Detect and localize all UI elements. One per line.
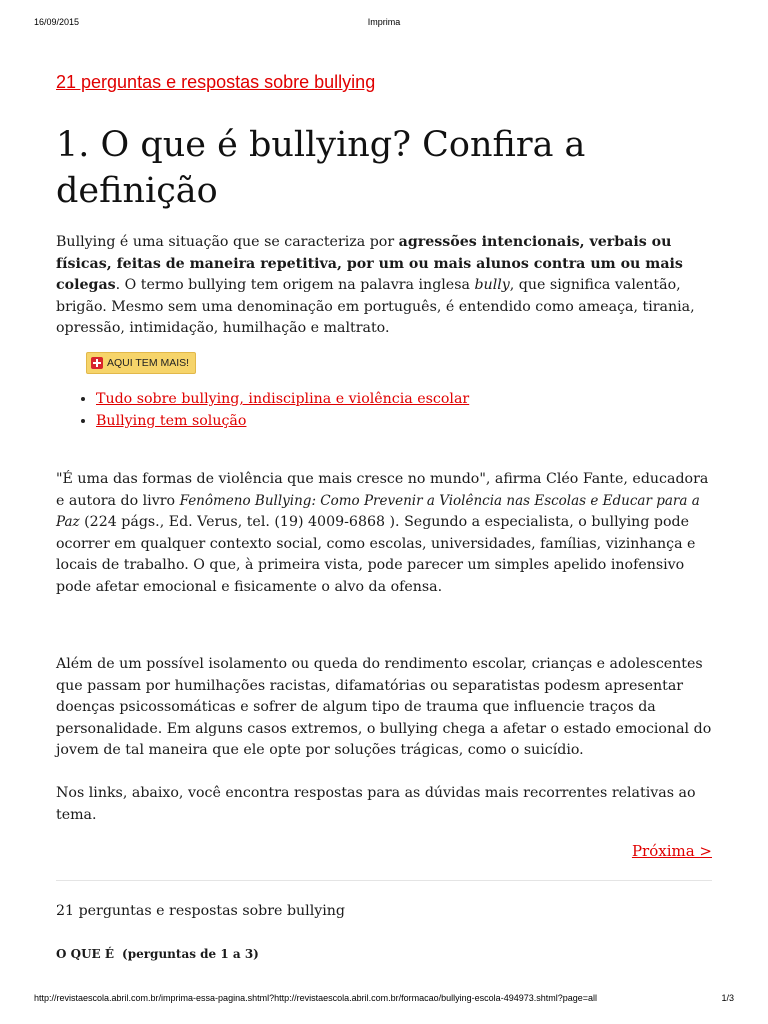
section-sublabel: (perguntas de 1 a 3) xyxy=(122,947,259,961)
intro-bold-text: agressões intencionais, verbais ou físicas, feitas de maneira repetitiva, por um ou mais alunos contra um ou mais colegas xyxy=(56,234,683,293)
page-number: 1/3 xyxy=(721,993,734,1003)
page-title: 1. O que é bullying? Confira a definição xyxy=(56,125,586,211)
print-url: http://revistaescola.abril.com.br/imprima-essa-pagina.shtml?http://revistaescola.abril.com.br/formacao/bullying-escola-494973.shtml?page=all xyxy=(34,993,598,1003)
section-heading xyxy=(56,947,259,961)
quote-text-a: "É uma das formas de violência que mais cresce no mundo", afirma Cléo Fante, educadora e autora do livro xyxy=(56,471,709,509)
series-title: 21 perguntas e respostas sobre bullying xyxy=(56,903,346,919)
intro-italic-word: bully xyxy=(474,277,510,293)
related-links-list xyxy=(56,388,469,432)
section-label: O QUE É xyxy=(56,947,115,961)
intro-paragraph xyxy=(56,232,716,340)
divider xyxy=(56,880,712,881)
list-item xyxy=(96,410,469,432)
list-item xyxy=(96,388,469,410)
related-link-1[interactable]: Tudo sobre bullying, indisciplina e violência escolar xyxy=(96,391,470,407)
print-footer xyxy=(0,993,768,1007)
more-button[interactable] xyxy=(86,352,196,374)
links-intro-paragraph: Nos links, abaixo, você encontra respostas para as dúvidas mais recorrentes relativas ao tema. xyxy=(56,785,696,823)
print-date: 16/09/2015 xyxy=(34,17,80,27)
effects-paragraph: Além de um possível isolamento ou queda do rendimento escolar, crianças e adolescentes que passam por humilhações racistas, difamatórias ou separatistas podesm apresentar doenças psicossomáticas e sofrer de algum tipo de trauma que influencie traços da personalidade. Em alguns casos extremos, o bullying chega a afetar o estado emocional do jovem de tal maneira que ele opte por soluções trágicas, como o suicídio. xyxy=(56,656,712,758)
quote-text-c: (224 págs., Ed. Verus, tel. (19) 4009-6868 ). Segundo a especialista, o bullying pode ocorrer em qualquer contexto social, como escolas, universidades, famílias, vizinhança e locais de trabalho. O que, à primeira vista, pode parecer um simples apelido inofensivo pode afetar emocional e fisicamente o alvo da ofensa. xyxy=(56,514,696,595)
intro-text-c: . O termo bullying tem origem na palavra inglesa xyxy=(115,277,475,293)
print-header xyxy=(0,17,768,31)
intro-text-a: Bullying é uma situação que se caracteriza por xyxy=(56,234,399,250)
series-title-link[interactable]: 21 perguntas e respostas sobre bullying xyxy=(56,72,376,92)
more-button-label: AQUI TEM MAIS! xyxy=(107,357,190,369)
intro-text-e: , que significa valentão, brigão. Mesmo sem uma denominação em português, é entendido como ameaça, tirania, opressão, intimidação, humilhação e maltrato. xyxy=(56,277,695,336)
next-page-link[interactable]: Próxima > xyxy=(631,842,712,860)
print-title: Imprima xyxy=(367,17,401,27)
quote-paragraph xyxy=(56,469,716,598)
plus-icon xyxy=(91,357,103,369)
related-link-2[interactable]: Bullying tem solução xyxy=(96,413,247,429)
book-title: Fenômeno Bullying: Como Prevenir a Violência nas Escolas e Educar para a Paz xyxy=(56,492,700,530)
